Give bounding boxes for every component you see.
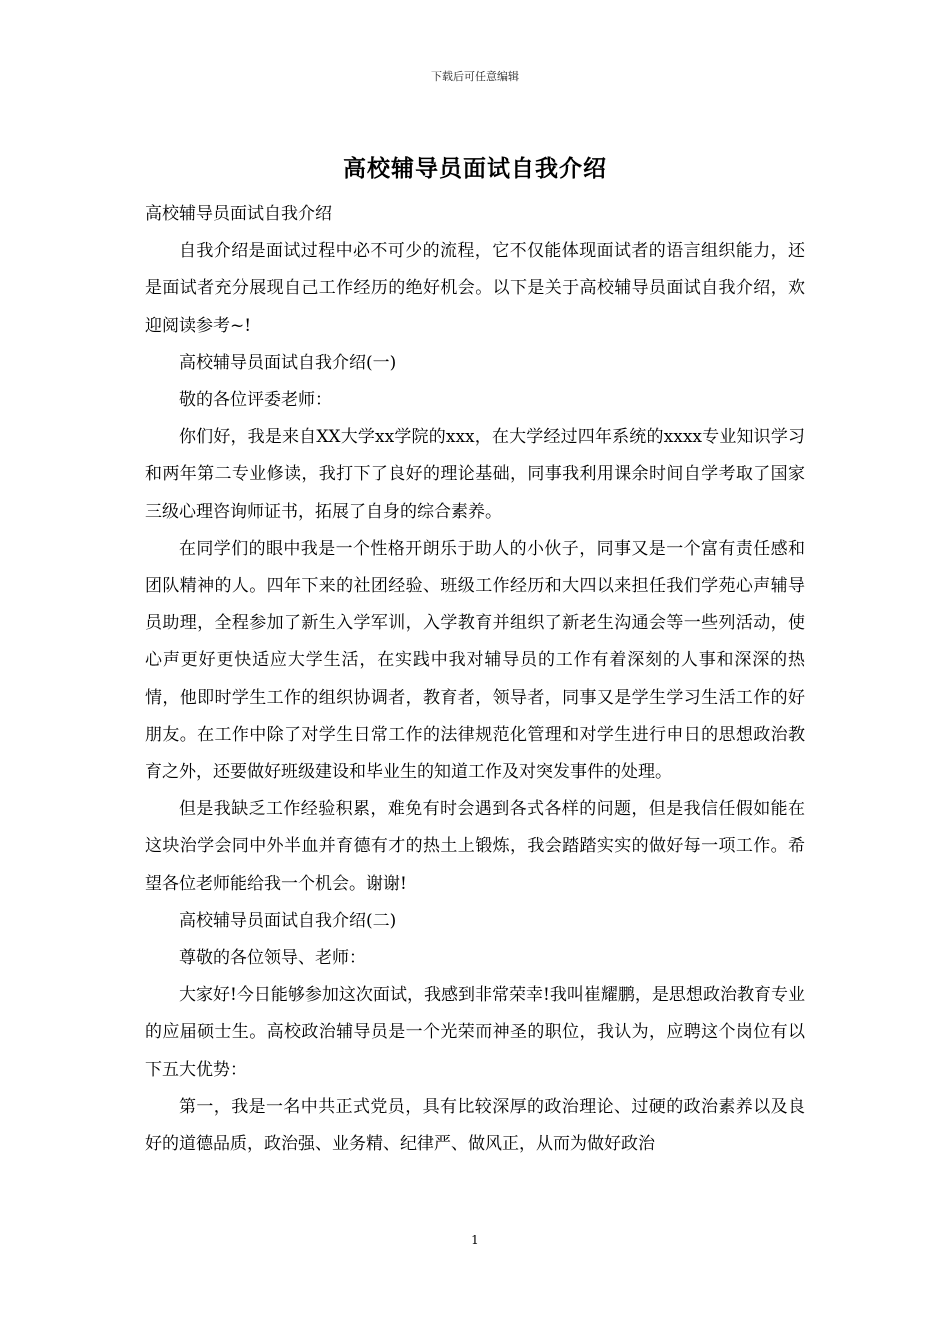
paragraph: 自我介绍是面试过程中必不可少的流程，它不仅能体现面试者的语言组织能力，还是面试者充分展现自己工作经历的绝好机会。以下是关于高校辅导员面试自我介绍，欢迎阅读参考~! [145,241,805,336]
document-title: 高校辅导员面试自我介绍 [343,155,607,182]
paragraph: 但是我缺乏工作经验积累，难免有时会遇到各式各样的问题，但是我信任假如能在这块治学会同中外半血并育德有才的热土上锻炼，我会踏踏实实的做好每一项工作。希望各位老师能给我一个机会。谢谢! [145,799,805,894]
section-heading: 高校辅导员面试自我介绍(一) [179,352,397,373]
document-body [145,196,805,1163]
page-number: 1 [471,1233,479,1247]
section-heading: 高校辅导员面试自我介绍(二) [179,910,397,931]
salutation: 尊敬的各位领导、老师： [179,948,366,969]
paragraph: 大家好!今日能够参加这次面试，我感到非常荣幸!我叫崔耀鹏，是思想政治教育专业的应届硕士生。高校政治辅导员是一个光荣而神圣的职位，我认为，应聘这个岗位有以下五大优势： [145,985,805,1080]
header-note: 下载后可任意编辑 [431,70,519,83]
paragraph: 在同学们的眼中我是一个性格开朗乐于助人的小伙子，同事又是一个富有责任感和团队精神的人。四年下来的社团经验、班级工作经历和大四以来担任我们学苑心声辅导员助理，全程参加了新生入学军训，入学教育并组织了新老生沟通会等一些列活动，使心声更好更快适应大学生活，在实践中我对辅导员的工作有着深刻的人事和深深的热情，他即时学生工作的组织协调者，教育者，领导者，同事又是学生学习生活工作的好朋友。在工作中除了对学生日常工作的法律规范化管理和对学生进行申日的思想政治教育之外，还要做好班级建设和毕业生的知道工作及对突发事件的处理。 [145,538,805,783]
salutation: 敬的各位评委老师： [179,390,332,411]
paragraph: 你们好，我是来自XX大学xx学院的xxx，在大学经过四年系统的xxxx专业知识学习和两年第二专业修读，我打下了良好的理论基础，同事我利用课余时间自学考取了国家三级心理咨询师证书，拓展了自身的综合素养。 [145,427,805,522]
paragraph-subtitle: 高校辅导员面试自我介绍 [145,204,332,224]
paragraph: 第一，我是一名中共正式党员，具有比较深厚的政治理论、过硬的政治素养以及良好的道德品质，政治强、业务精、纪律严、做风正，从而为做好政治 [145,1096,805,1155]
